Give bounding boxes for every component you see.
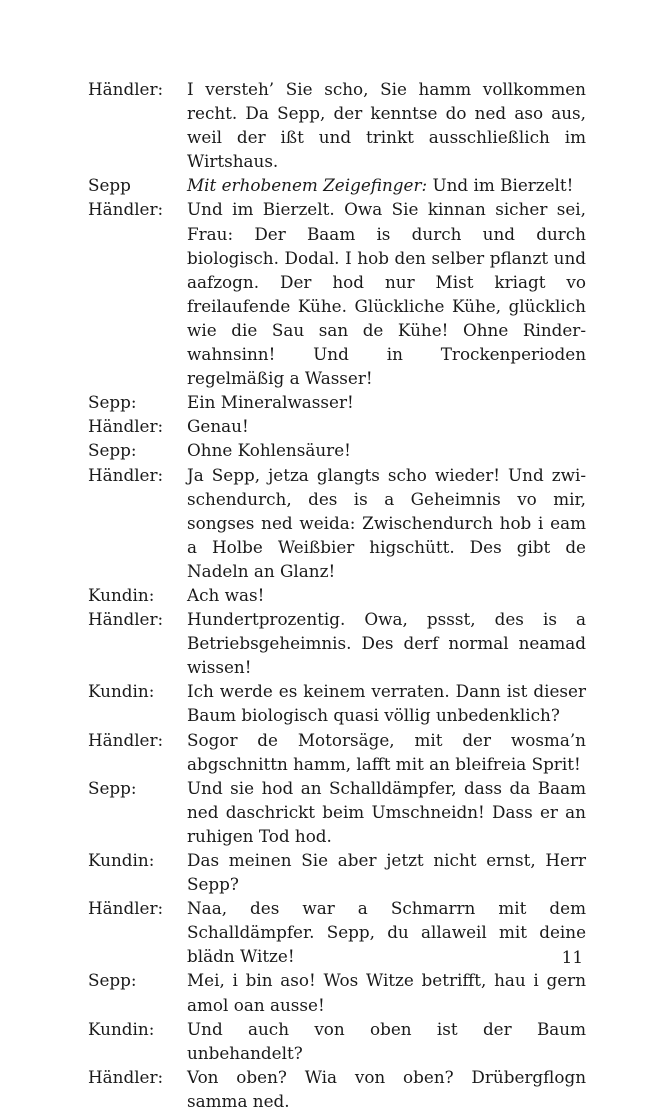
dialogue-line (88, 77, 586, 173)
script-dialogue (88, 77, 586, 1113)
speech-text: Und sie hod an Schalldämpfer, dass da Baam ned daschrickt beim Umschneidn! Dass er an ruhigen Tod hod. (187, 777, 586, 846)
dialogue-line (88, 968, 586, 1016)
speaker-name: Händler: (88, 609, 164, 630)
speech-text: Mei, i bin aso! Wos Witze betrifft, hau i gern amol oan ausse! (187, 970, 586, 1015)
dialogue-line (88, 583, 586, 607)
speaker-name: Sepp: (88, 392, 137, 413)
speech-text: Ein Mineralwasser! (187, 392, 354, 413)
speaker-name: Händler: (88, 416, 164, 437)
dialogue-line (88, 776, 586, 848)
dialogue-line (88, 679, 586, 727)
speech-text: Das meinen Sie aber jetzt nicht ernst, Herr Sepp? (187, 850, 586, 895)
dialogue-line (88, 414, 586, 438)
speech-text: Und auch von oben ist der Baum unbehandelt? (187, 1018, 586, 1063)
dialogue-line (88, 1017, 586, 1065)
speech-text: Ich werde es keinem verraten. Dann ist dieser Baum biologisch quasi völlig unbedenklich? (187, 681, 586, 726)
speaker-name: Kundin: (88, 1018, 155, 1039)
speaker-name: Kundin: (88, 584, 155, 605)
speaker-name: Händler: (88, 79, 164, 99)
speech-text: Ja Sepp, jetza glangts scho wieder! Und zwischendurch, des is a Geheimnis vo mir, songses ned weida: Zwischendurch hob i eam a Holbe Weißbier higschütt. Des gibt de Nadeln an Glanz! (187, 464, 586, 581)
speech-text: Sogor de Motorsäge, mit der wosma’n abgschnittn hamm, lafft mit an bleifreia Sprit! (187, 729, 586, 774)
dialogue-line (88, 197, 586, 390)
dialogue-line (88, 896, 586, 968)
dialogue-line (88, 848, 586, 896)
speaker-name: Kundin: (88, 681, 155, 702)
speech-text: Ach was! (187, 584, 265, 605)
dialogue-line (88, 728, 586, 776)
speech-text: Von oben? Wia von oben? Drübergflogn samma ned. (187, 1066, 586, 1111)
speech-text: Naa, des war a Schmarrn mit dem Schalldämpfer. Sepp, du allaweil mit deine blädn Witze! (187, 898, 586, 967)
dialogue-line (88, 1065, 586, 1113)
speaker-name: Sepp: (88, 970, 137, 991)
stage-direction: Mit erhobenem Zeigefinger: (187, 175, 428, 196)
dialogue-line (88, 390, 586, 414)
speech-text-after-stage: Und im Bierzelt! (427, 175, 574, 196)
speech-text: Und im Bierzelt. Owa Sie kinnan sicher sei, Frau: Der Baam is durch und durch biologisch. Dodal. I hob den selber pflanzt und aafzogn. Der hod nur Mist kriagt vo freilaufende Kühe. Glückliche Kühe, glücklich wie die Sau san de Kühe! Ohne Rinderwahnsinn! Und in Trockenperioden regelmäßig a Wasser! (187, 199, 586, 389)
dialogue-line (88, 438, 586, 462)
dialogue-line (88, 173, 586, 197)
speaker-name: Sepp (88, 175, 131, 196)
page-number: 11 (561, 947, 583, 967)
speaker-name: Händler: (88, 464, 164, 485)
speaker-name: Sepp: (88, 440, 137, 461)
speaker-name: Händler: (88, 898, 164, 919)
dialogue-line (88, 607, 586, 679)
speech-text: Ohne Kohlensäure! (187, 440, 351, 461)
speech-text: I versteh’ Sie scho, Sie hamm vollkommen recht. Da Sepp, der kenntse do ned aso aus, weil der ißt und trinkt ausschließlich im Wirtshaus. (187, 79, 586, 172)
speech-text: Hundertprozentig. Owa, pssst, des is a Betriebsgeheimnis. Des derf normal neamad wissen! (187, 609, 586, 678)
dialogue-line (88, 463, 586, 583)
speaker-name: Sepp: (88, 777, 137, 798)
speech-text: Genau! (187, 416, 249, 437)
speaker-name: Händler: (88, 729, 164, 750)
speaker-name: Kundin: (88, 850, 155, 870)
speaker-name: Händler: (88, 1066, 164, 1087)
speech-text (187, 173, 586, 197)
speaker-name: Händler: (88, 199, 164, 220)
